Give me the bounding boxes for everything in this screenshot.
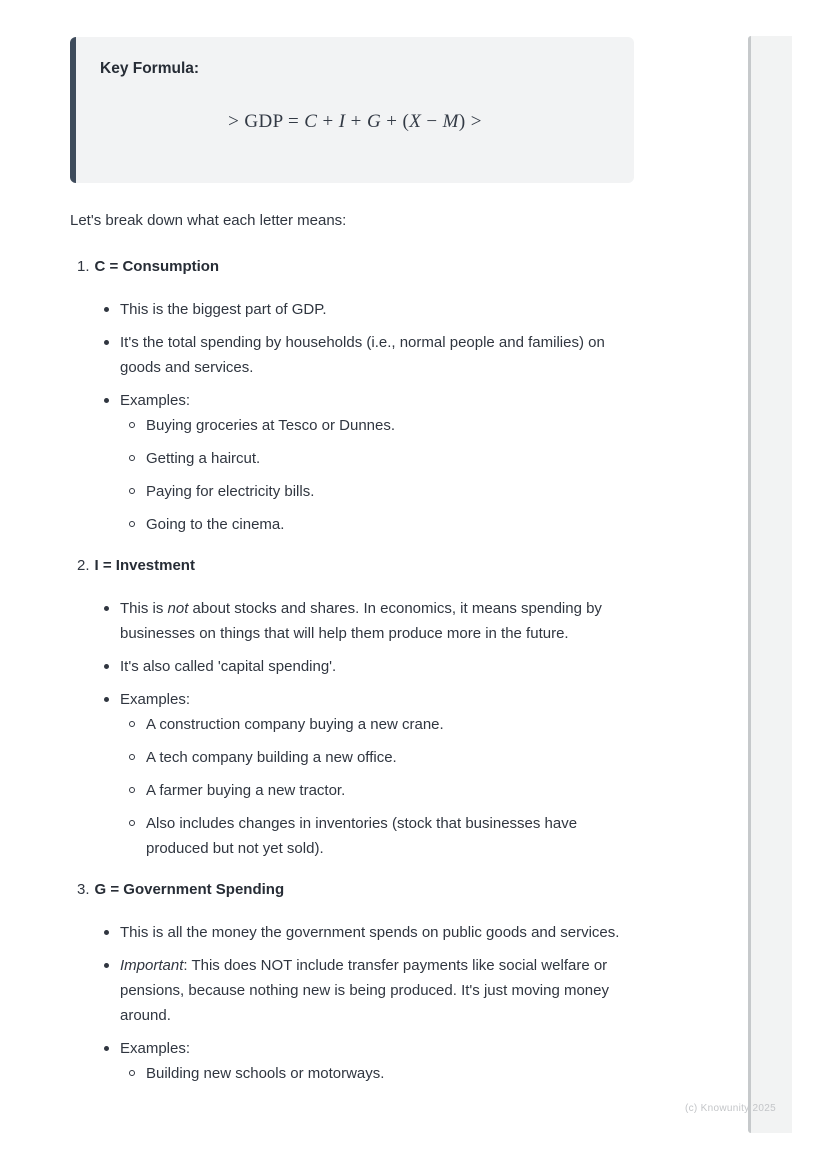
gdp-formula: > GDP = C + I + G + (X − M) > (228, 111, 482, 132)
bullet-list (70, 596, 634, 861)
item-title: G = Government Spending (94, 881, 285, 898)
list-item (70, 553, 634, 861)
sub-bullet-item: Going to the cinema. (146, 512, 616, 537)
list-item (70, 877, 634, 1086)
sub-bullet-item: A tech company building a new office. (146, 745, 616, 770)
list-item-heading (70, 553, 634, 578)
intro-paragraph: Let's break down what each letter means: (70, 212, 347, 229)
bullet-text: Examples: (120, 1040, 191, 1057)
sub-bullet-item: A farmer buying a new tractor. (146, 778, 616, 803)
bullet-item (120, 1036, 632, 1086)
sub-bullet-list (120, 1061, 632, 1086)
item-title: C = Consumption (94, 258, 220, 275)
item-number: 3. (77, 881, 90, 898)
item-number: 1. (77, 258, 90, 275)
key-formula-heading: Key Formula: (100, 60, 200, 77)
sub-bullet-item: Paying for electricity bills. (146, 479, 616, 504)
bullet-text: This is all the money the government spends on public goods and services. (120, 924, 620, 941)
bullet-item (120, 596, 632, 646)
item-title: I = Investment (94, 557, 195, 574)
item-number: 2. (77, 557, 90, 574)
watermark-text: (c) Knowunity 2025 (685, 1103, 777, 1114)
bullet-text: Examples: (120, 392, 191, 409)
sub-bullet-item: Getting a haircut. (146, 446, 616, 471)
bullet-text: This is not about stocks and shares. In economics, it means spending by businesses on things that will help them produce more in the future. (120, 600, 602, 642)
bullet-item (120, 687, 632, 861)
bullet-text: This is the biggest part of GDP. (120, 301, 327, 318)
bullet-item (120, 330, 632, 380)
bullet-item (120, 297, 632, 322)
bullet-item (120, 654, 632, 679)
document-page (70, 37, 634, 1086)
sub-bullet-item: A construction company buying a new crane. (146, 712, 616, 737)
list-item-heading (70, 877, 634, 902)
sub-bullet-item: Buying groceries at Tesco or Dunnes. (146, 413, 616, 438)
bullet-text: Examples: (120, 691, 191, 708)
next-page-edge (748, 36, 792, 1133)
bullet-text: It's also called 'capital spending'. (120, 658, 337, 675)
sub-bullet-list (120, 712, 632, 861)
bullet-item (120, 388, 632, 537)
sub-bullet-item: Also includes changes in inventories (stock that businesses have produced but not yet sold). (146, 811, 616, 861)
list-item (70, 254, 634, 537)
list-item-heading (70, 254, 634, 279)
sub-bullet-list (120, 413, 632, 537)
bullet-list (70, 920, 634, 1086)
sub-bullet-item: Building new schools or motorways. (146, 1061, 616, 1086)
bullet-text: It's the total spending by households (i.e., normal people and families) on goods and services. (120, 334, 605, 376)
bullet-item (120, 920, 632, 945)
bullet-text: Important: This does NOT include transfer payments like social welfare or pensions, because nothing new is being produced. It's just moving money around. (120, 957, 609, 1024)
bullet-item (120, 953, 632, 1028)
gdp-components-list (70, 254, 634, 1086)
key-formula-callout (70, 37, 634, 183)
bullet-list (70, 297, 634, 537)
